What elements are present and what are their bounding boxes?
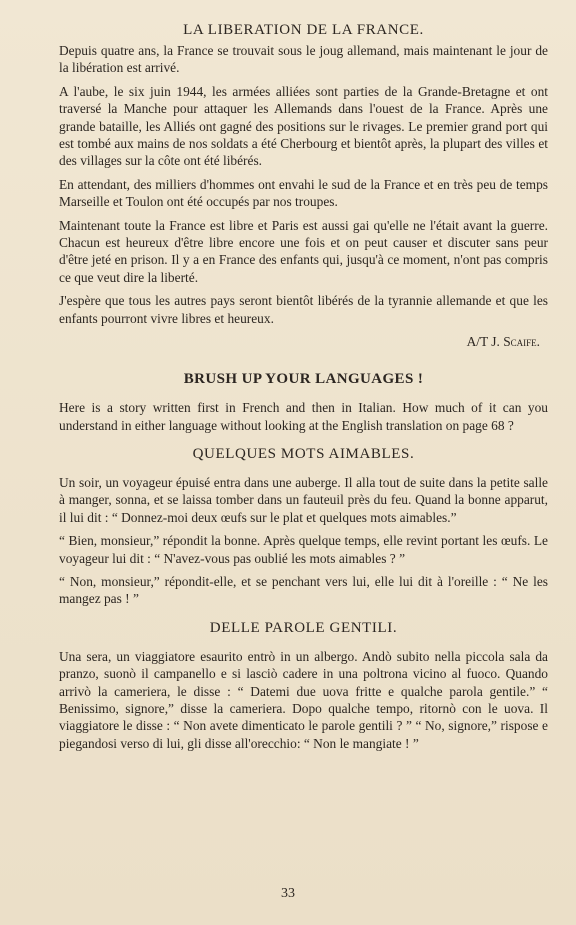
french-story-paragraph-3: “ Non, monsieur,” répondit-elle, et se penchant vers lui, elle lui dit à l'oreille : “ Ne les mangez pas ! ” — [59, 573, 548, 607]
liberation-paragraph-2: A l'aube, le six juin 1944, les armées alliées sont parties de la Grande-Bretagne et ont traversé la Manche pour attaquer les Allemands dans l'ouest de la France. Après une grande bataille, les Alliés ont gagné des positions sur le rivages. Le premier grand port qui est tombé aux mains de nos soldats a été Cherbourg et bientôt après, la plupart des villes et des villages sur la côte ont été libérés. — [59, 83, 548, 169]
brush-up-paragraph: Here is a story written first in French and then in Italian. How much of it can you understand in either language without looking at the English translation on page 68 ? — [59, 400, 548, 433]
liberation-paragraph-4: Maintenant toute la France est libre et Paris est aussi gai qu'elle ne l'était avant la guerre. Chacun est heureux d'être libre encore une fois et on peut causer et discuter sans peur d'être jeté en prison. Il y a en France des enfants qui, jusqu'à ce moment, n'ont pas compris ce que veut dire la liberté. — [59, 217, 548, 285]
page-number: 33 — [281, 886, 295, 901]
author-signature — [59, 333, 540, 351]
french-story-paragraph-1: Un soir, un voyageur épuisé entra dans une auberge. Il alla tout de suite dans la petite salle à manger, sonna, et se laissa tomber dans un fauteuil près du feu. Quand la bonne apparut, il lui dit : “ Donnez-moi deux œufs sur le plat et quelques mots aimables.” — [59, 474, 548, 525]
liberation-paragraph-1: Depuis quatre ans, la France se trouvait sous le joug allemand, mais maintenant le jour de la libération est arrivé. — [59, 43, 548, 76]
brush-up-title: BRUSH UP YOUR LANGUAGES ! — [183, 371, 424, 388]
french-story-paragraph-2: “ Bien, monsieur,” répondit la bonne. Après quelque temps, elle revint portant les œufs. Le voyageur lui dit : “ N'avez-vous pas oublié les mots aimables ? ” — [59, 533, 548, 566]
liberation-paragraph-5: J'espère que tous les autres pays seront bientôt libérés de la tyrannie allemande et que les enfants pourront vivre libres et heureux. — [59, 293, 548, 326]
liberation-title: LA LIBERATION DE LA FRANCE. — [183, 22, 424, 38]
delle-parole-title: DELLE PAROLE GENTILI. — [209, 619, 398, 636]
quelques-mots-title: QUELQUES MOTS AIMABLES. — [192, 445, 415, 462]
liberation-paragraph-3: En attendant, des milliers d'hommes ont envahi le sud de la France et en très peu de temps Marseille et Toulon ont été occupés par nos troupes. — [59, 176, 548, 210]
signature-prefix: A/T J. — [466, 334, 504, 350]
signature-name: Scaife. — [503, 334, 540, 350]
italian-story-paragraph: Una sera, un viaggiatore esaurito entrò in un albergo. Andò subito nella piccola sala da pranzo, suonò il campanello e si lasciò cadere in una poltrona vicino al fuoco. Quando arrivò la cameriera, le disse : “ Datemi due uova fritte e qualche parola gentile.” “ Benissimo, signore,” disse la cameriera. Dopo qualche tempo, ritornò con le uova. Il viaggiatore le disse : “ Non avete dimenticato le parole gentili ? ” “ No, signore,” rispose e piegandosi verso di lui, gli disse all'orecchio: “ Non le mangiate ! ” — [59, 648, 548, 751]
